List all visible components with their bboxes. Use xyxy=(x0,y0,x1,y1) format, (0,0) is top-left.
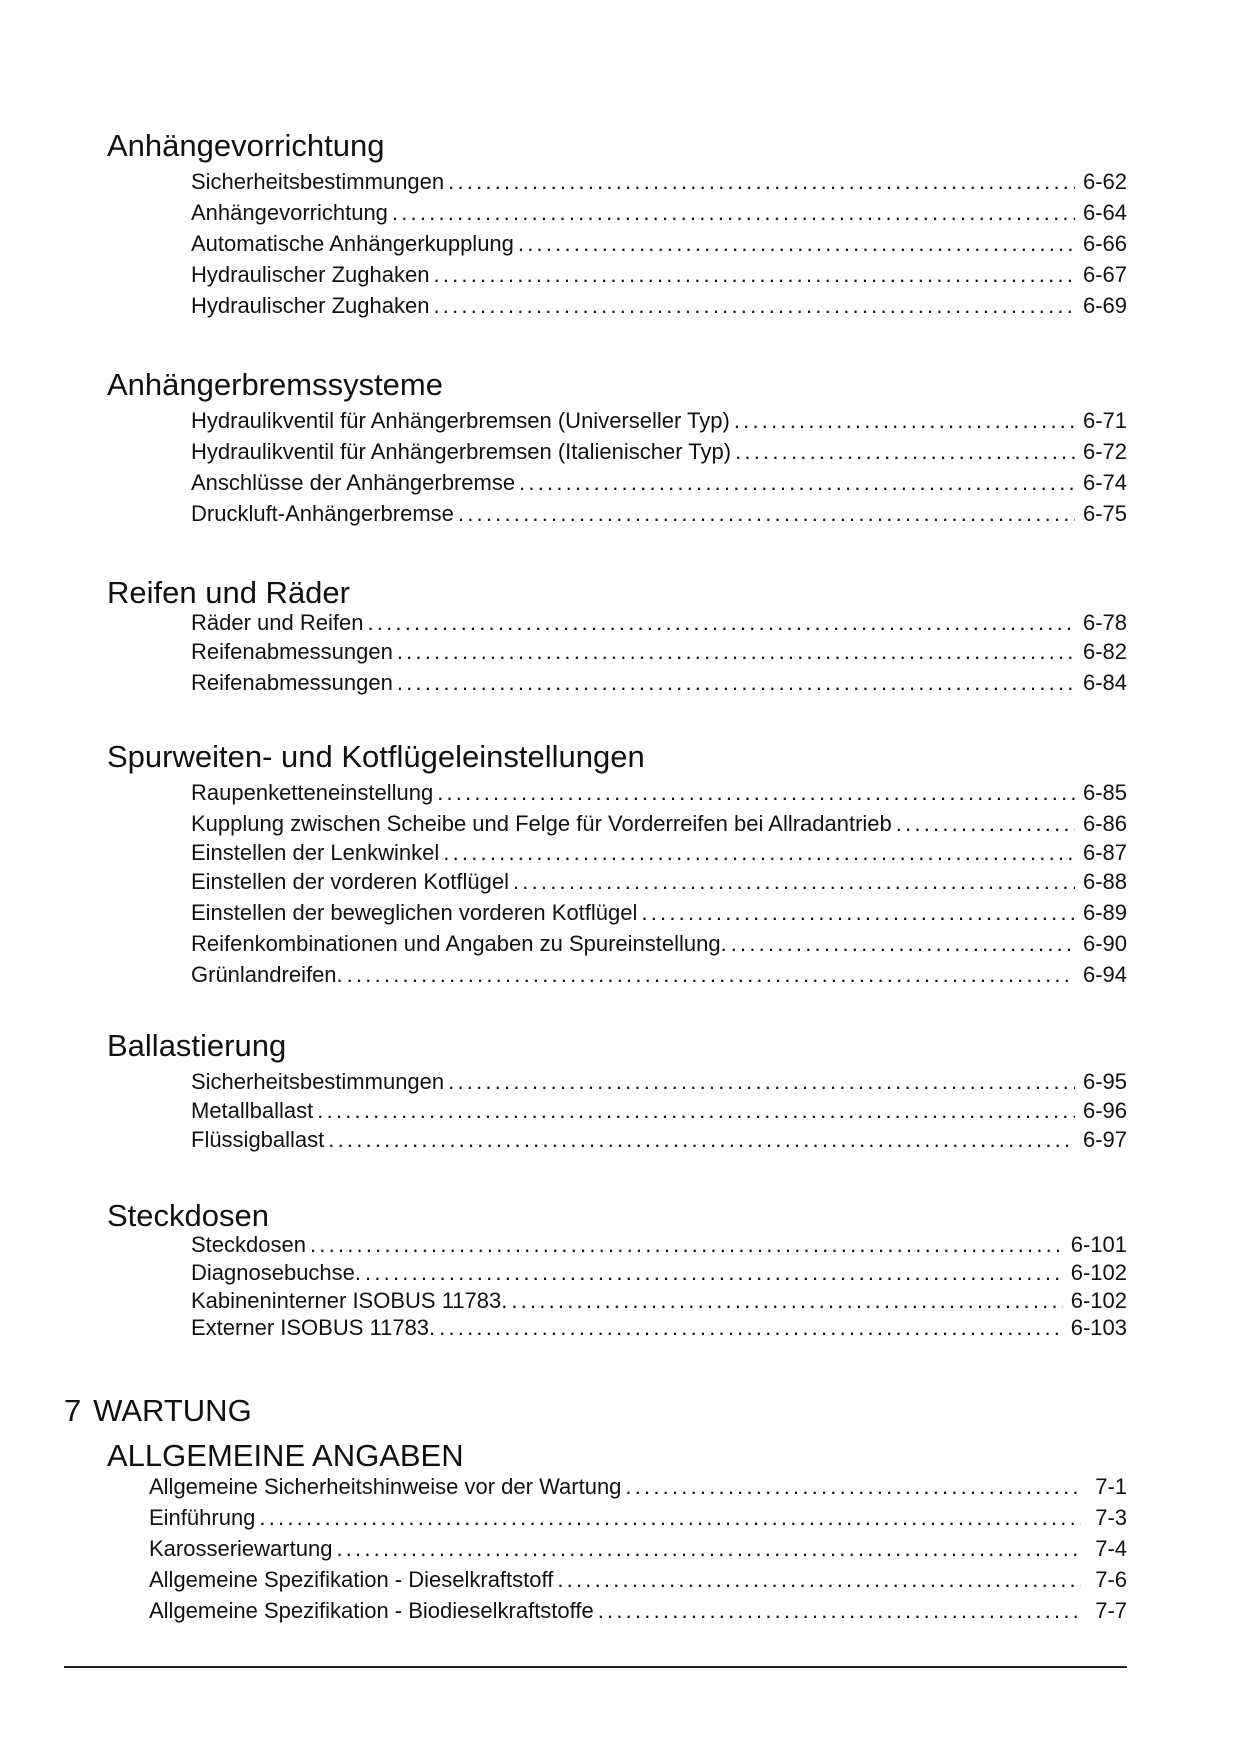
dot-leader xyxy=(443,839,1075,866)
toc-section-anhaengevorrichtung xyxy=(107,128,1127,321)
entry-list xyxy=(191,1231,1127,1341)
section-title: Anhängevorrichtung xyxy=(107,128,385,163)
dot-leader xyxy=(336,1533,1081,1564)
dot-leader xyxy=(448,166,1075,197)
entry-label: Allgemeine Sicherheitshinweise vor der Wartung xyxy=(149,1474,622,1499)
dot-leader xyxy=(598,1595,1081,1626)
chapter-heading xyxy=(64,1393,252,1429)
section-title: Anhängerbremssysteme xyxy=(107,367,443,402)
toc-entry[interactable] xyxy=(149,1502,1127,1533)
entry-list xyxy=(149,1471,1127,1626)
toc-entry[interactable] xyxy=(191,1258,1127,1287)
toc-entry[interactable] xyxy=(191,897,1127,928)
entry-label: Sicherheitsbestimmungen xyxy=(191,1069,445,1094)
toc-entry[interactable] xyxy=(191,467,1127,498)
entry-page: 6-95 xyxy=(1082,1069,1127,1094)
entry-label: Druckluft-Anhängerbremse xyxy=(191,501,454,526)
entry-page: 6-85 xyxy=(1082,780,1127,805)
entry-page: 6-64 xyxy=(1082,200,1127,225)
entry-page: 6-87 xyxy=(1082,840,1127,865)
entry-label: Anhängevorrichtung xyxy=(191,200,388,225)
entry-page: 6-88 xyxy=(1082,869,1127,894)
entry-list xyxy=(191,405,1127,529)
entry-label: Allgemeine Spezifikation - Dieselkraftstoff xyxy=(149,1567,554,1592)
dot-leader xyxy=(317,1097,1075,1124)
entry-label: Einstellen der Lenkwinkel xyxy=(191,840,440,865)
section-title: Reifen und Räder xyxy=(107,575,350,610)
entry-label: Externer ISOBUS 11783. xyxy=(191,1315,436,1340)
entry-list xyxy=(191,777,1127,990)
toc-section-anhaengerbremssysteme xyxy=(107,367,1127,529)
toc-entry[interactable] xyxy=(191,436,1127,467)
entry-page: 7-6 xyxy=(1095,1567,1127,1592)
entry-page: 6-90 xyxy=(1082,931,1127,956)
dot-leader xyxy=(433,290,1074,321)
entry-page: 7-4 xyxy=(1095,1536,1127,1561)
toc-entry[interactable] xyxy=(191,498,1127,529)
toc-entry[interactable] xyxy=(191,197,1127,228)
entry-label: Reifenabmessungen xyxy=(191,670,393,695)
entry-page: 6-71 xyxy=(1082,408,1127,433)
toc-entry[interactable] xyxy=(191,667,1127,698)
entry-list xyxy=(191,1066,1127,1155)
section-title: Ballastierung xyxy=(107,1028,287,1063)
chapter-title: WARTUNG xyxy=(93,1393,252,1428)
dot-leader xyxy=(625,1471,1081,1502)
entry-label: Automatische Anhängerkupplung xyxy=(191,231,514,256)
toc-entry[interactable] xyxy=(191,1124,1127,1155)
dot-leader xyxy=(641,897,1075,928)
entry-page: 6-66 xyxy=(1082,231,1127,256)
footer-divider xyxy=(64,1666,1127,1668)
toc-entry[interactable] xyxy=(191,928,1127,959)
toc-entry[interactable] xyxy=(149,1564,1127,1595)
entry-page: 6-62 xyxy=(1082,169,1127,194)
toc-entry[interactable] xyxy=(191,259,1127,290)
dot-leader xyxy=(519,467,1075,498)
entry-page: 6-102 xyxy=(1070,1288,1127,1313)
section-title: Steckdosen xyxy=(107,1198,269,1233)
entry-page: 6-94 xyxy=(1082,962,1127,987)
entry-label: Hydraulischer Zughaken xyxy=(191,262,430,287)
dot-leader xyxy=(310,1231,1063,1258)
section-title: Spurweiten- und Kotflügeleinstellungen xyxy=(107,739,645,774)
dot-leader xyxy=(731,928,1075,959)
dot-leader xyxy=(347,959,1075,990)
toc-entry[interactable] xyxy=(191,959,1127,990)
entry-page: 6-67 xyxy=(1082,262,1127,287)
entry-label: Flüssigballast xyxy=(191,1127,325,1152)
toc-entry[interactable] xyxy=(191,839,1127,866)
entry-page: 6-82 xyxy=(1082,639,1127,664)
toc-entry[interactable] xyxy=(191,290,1127,321)
dot-leader xyxy=(557,1564,1081,1595)
entry-page: 6-86 xyxy=(1082,811,1127,836)
toc-entry[interactable] xyxy=(191,1287,1127,1314)
toc-entry[interactable] xyxy=(191,1097,1127,1124)
entry-page: 6-78 xyxy=(1082,610,1127,635)
dot-leader xyxy=(367,609,1075,636)
entry-label: Einstellen der beweglichen vorderen Kotflügel xyxy=(191,900,638,925)
toc-entry[interactable] xyxy=(191,808,1127,839)
toc-section-allgemeine-angaben xyxy=(107,1438,1127,1626)
toc-section-spurweiten xyxy=(107,739,1127,990)
dot-leader xyxy=(433,259,1074,290)
dot-leader xyxy=(511,1287,1062,1314)
toc-entry[interactable] xyxy=(191,866,1127,897)
entry-label: Hydraulischer Zughaken xyxy=(191,293,430,318)
dot-leader xyxy=(735,436,1075,467)
entry-page: 6-72 xyxy=(1082,439,1127,464)
toc-entry[interactable] xyxy=(149,1533,1127,1564)
entry-page: 6-69 xyxy=(1082,293,1127,318)
entry-page: 6-74 xyxy=(1082,470,1127,495)
entry-label: Reifenabmessungen xyxy=(191,639,393,664)
entry-label: Einstellen der vorderen Kotflügel xyxy=(191,869,509,894)
dot-leader xyxy=(448,1066,1075,1097)
toc-section-steckdosen xyxy=(107,1198,1127,1341)
toc-entry[interactable] xyxy=(191,1231,1127,1258)
toc-entry[interactable] xyxy=(191,1314,1127,1341)
entry-label: Räder und Reifen xyxy=(191,610,364,635)
entry-label: Einführung xyxy=(149,1505,256,1530)
entry-label: Metallballast xyxy=(191,1098,314,1123)
entry-page: 6-103 xyxy=(1070,1315,1127,1340)
dot-leader xyxy=(365,1258,1063,1287)
dot-leader xyxy=(513,866,1075,897)
dot-leader xyxy=(397,667,1075,698)
entry-page: 7-7 xyxy=(1095,1598,1127,1623)
entry-label: Sicherheitsbestimmungen xyxy=(191,169,445,194)
toc-entry[interactable] xyxy=(191,777,1127,808)
entry-label: Allgemeine Spezifikation - Biodieselkraftstoffe xyxy=(149,1598,594,1623)
entry-label: Raupenketteneinstellung xyxy=(191,780,434,805)
chapter-number: 7 xyxy=(64,1393,82,1428)
entry-page: 7-1 xyxy=(1095,1474,1127,1499)
entry-page: 6-97 xyxy=(1082,1127,1127,1152)
entry-page: 6-101 xyxy=(1070,1232,1127,1257)
toc-entry[interactable] xyxy=(191,228,1127,259)
dot-leader xyxy=(518,228,1075,259)
entry-page: 7-3 xyxy=(1095,1505,1127,1530)
toc-entry[interactable] xyxy=(149,1595,1127,1626)
dot-leader xyxy=(328,1124,1075,1155)
entry-list xyxy=(191,166,1127,321)
toc-entry[interactable] xyxy=(191,636,1127,667)
entry-page: 6-75 xyxy=(1082,501,1127,526)
entry-page: 6-102 xyxy=(1070,1260,1127,1285)
entry-label: Hydraulikventil für Anhängerbremsen (Universeller Typ) xyxy=(191,408,730,433)
entry-label: Diagnosebuchse. xyxy=(191,1260,362,1285)
entry-label: Steckdosen xyxy=(191,1232,306,1257)
dot-leader xyxy=(437,777,1075,808)
entry-page: 6-96 xyxy=(1082,1098,1127,1123)
entry-list xyxy=(191,609,1127,698)
entry-label: Anschlüsse der Anhängerbremse xyxy=(191,470,516,495)
dot-leader xyxy=(259,1502,1081,1533)
section-title: ALLGEMEINE ANGABEN xyxy=(107,1438,464,1473)
dot-leader xyxy=(458,498,1075,529)
entry-label: Grünlandreifen. xyxy=(191,962,343,987)
dot-leader xyxy=(734,405,1075,436)
entry-label: Reifenkombinationen und Angaben zu Spureinstellung. xyxy=(191,931,727,956)
entry-label: Karosseriewartung xyxy=(149,1536,333,1561)
dot-leader xyxy=(392,197,1075,228)
toc-section-ballastierung xyxy=(107,1028,1127,1155)
toc-entry[interactable] xyxy=(149,1471,1127,1502)
entry-label: Hydraulikventil für Anhängerbremsen (Italienischer Typ) xyxy=(191,439,732,464)
entry-label: Kupplung zwischen Scheibe und Felge für Vorderreifen bei Allradantrieb xyxy=(191,811,892,836)
dot-leader xyxy=(397,636,1075,667)
toc-entry[interactable] xyxy=(191,1066,1127,1097)
dot-leader xyxy=(896,808,1075,839)
toc-entry[interactable] xyxy=(191,405,1127,436)
entry-label: Kabineninterner ISOBUS 11783. xyxy=(191,1288,508,1313)
entry-page: 6-84 xyxy=(1082,670,1127,695)
entry-page: 6-89 xyxy=(1082,900,1127,925)
dot-leader xyxy=(439,1314,1063,1341)
toc-section-reifen-und-raeder xyxy=(107,575,1127,698)
toc-entry[interactable] xyxy=(191,166,1127,197)
toc-entry[interactable] xyxy=(191,609,1127,636)
